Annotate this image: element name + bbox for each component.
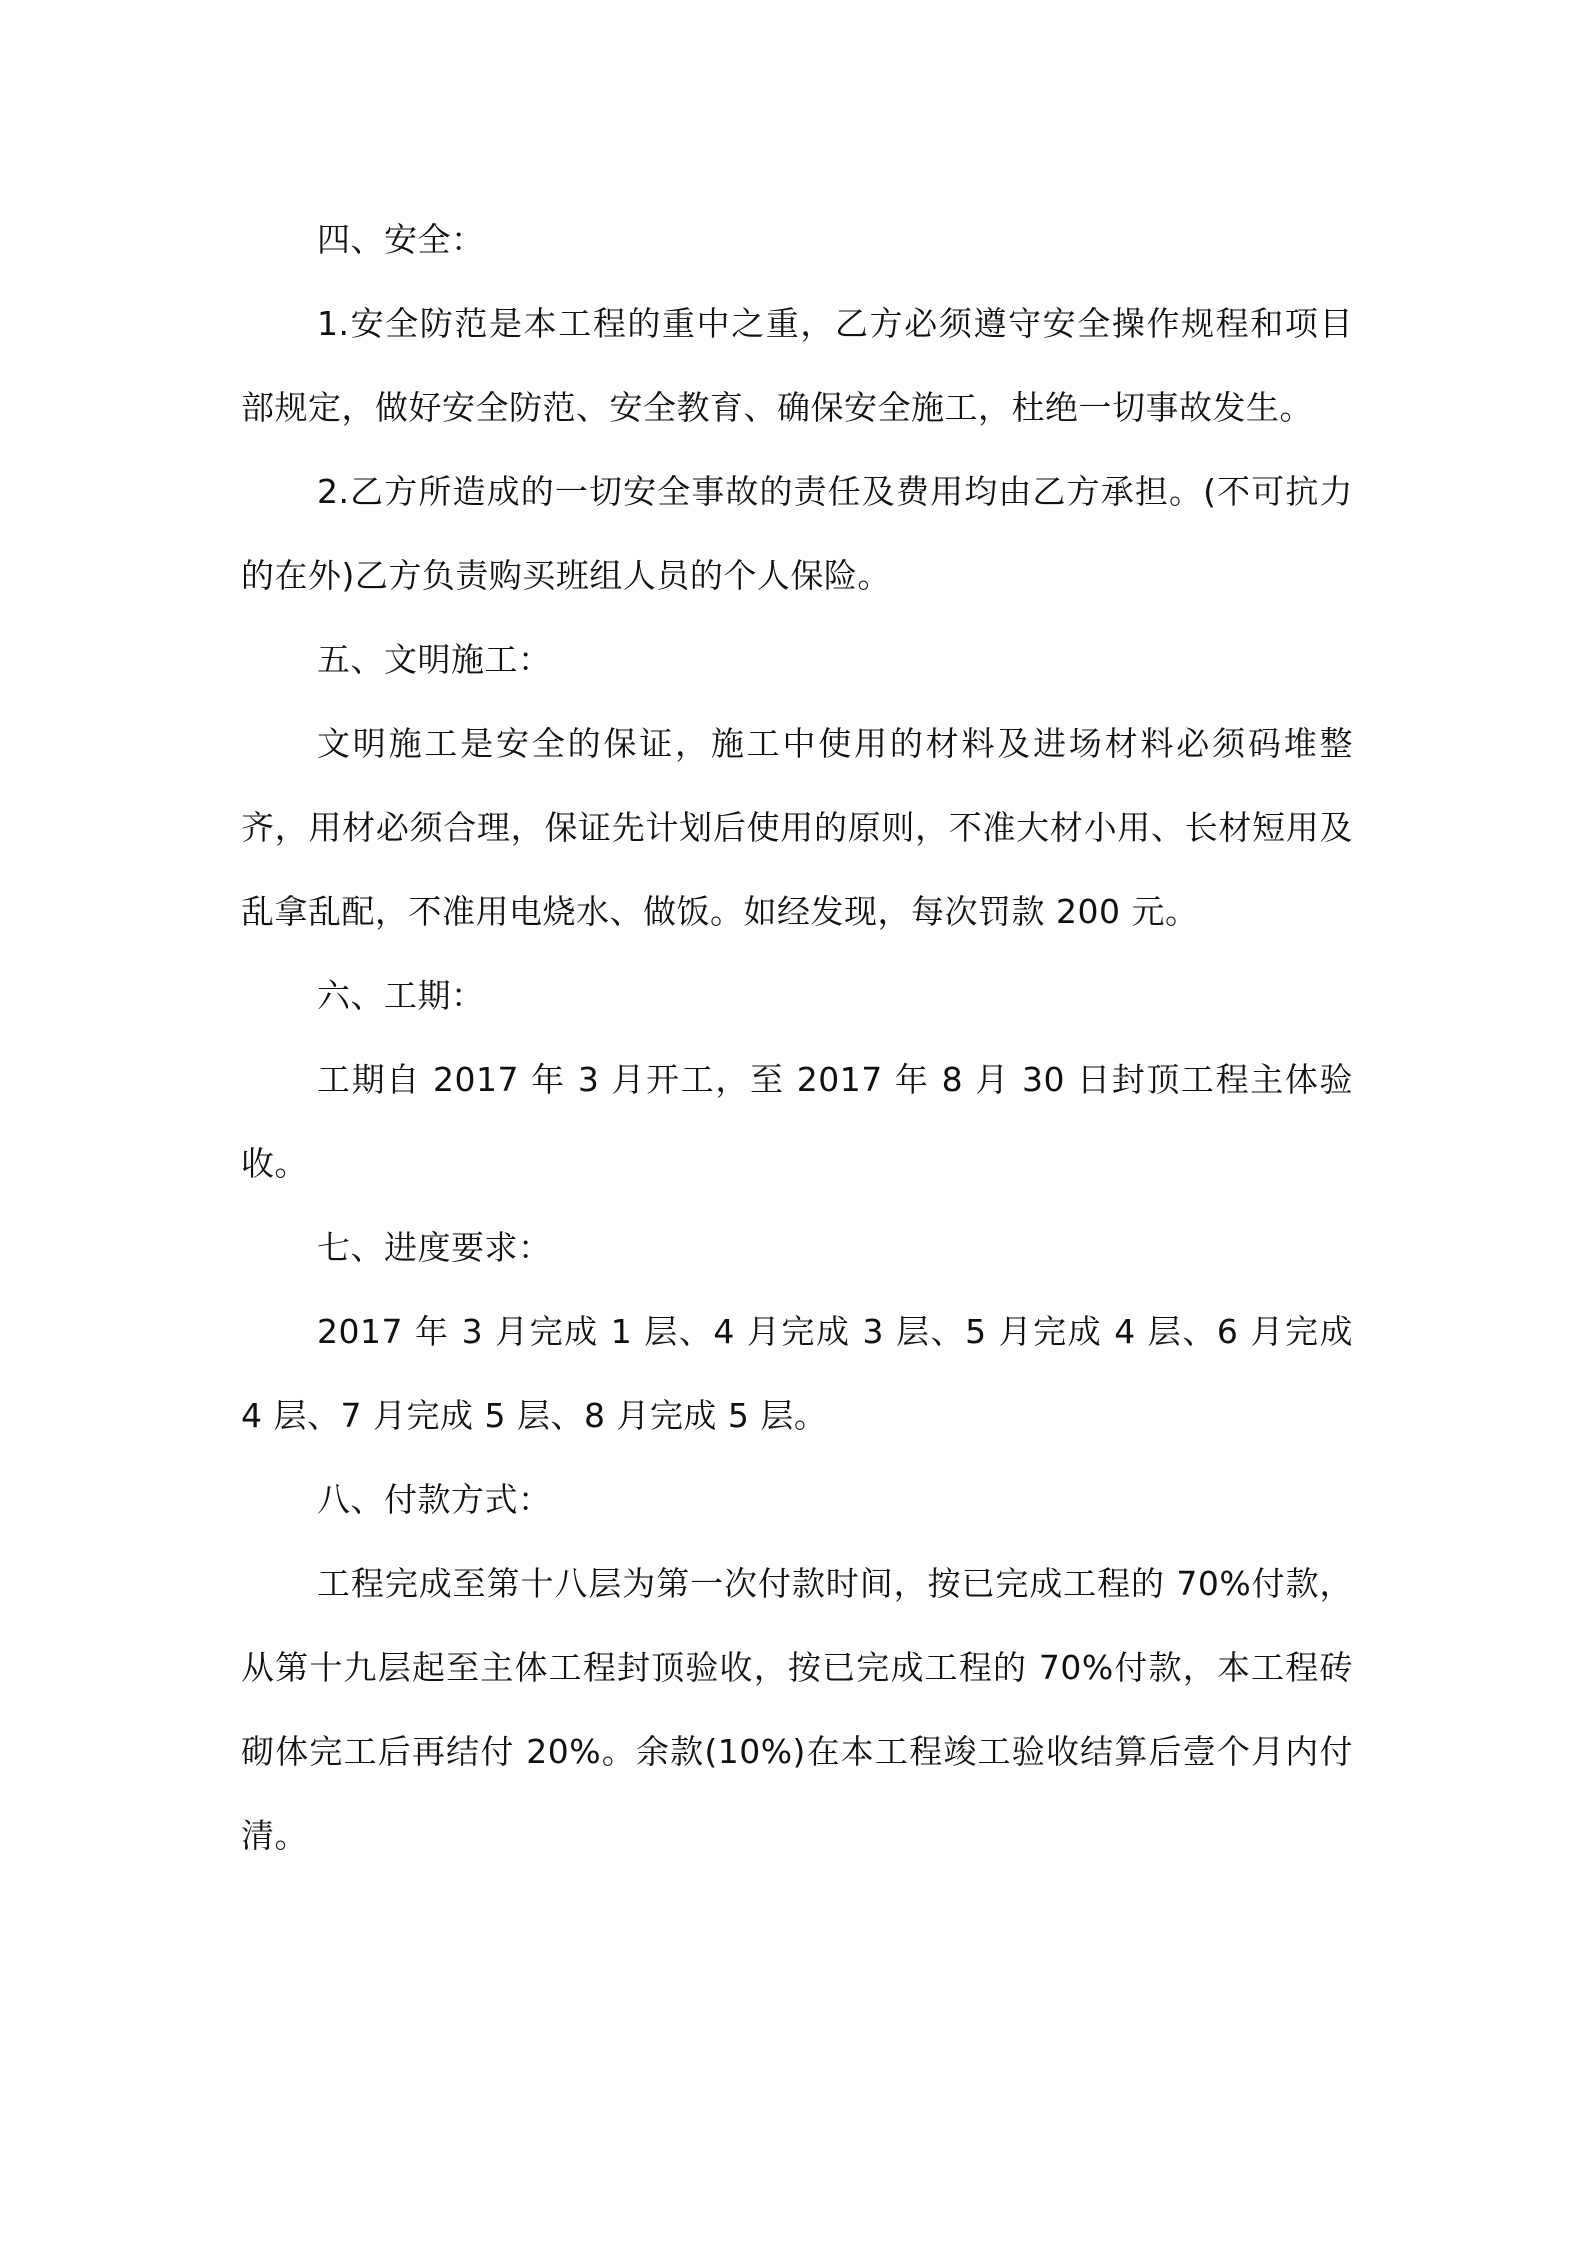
paragraph-schedule: 工期自 2017 年 3 月开工，至 2017 年 8 月 30 日封顶工程主体验收。	[241, 1060, 1353, 1183]
section-heading-safety: 四、安全：	[317, 220, 485, 259]
paragraph-civilized-construction: 文明施工是安全的保证，施工中使用的材料及进场材料必须码堆整齐，用材必须合理，保证先计划后使用的原则，不准大材小用、长材短用及乱拿乱配，不准用电烧水、做饭。如经发现，每次罚款 200 元。	[241, 724, 1353, 931]
section-heading-payment: 八、付款方式：	[317, 1480, 552, 1519]
section-heading-progress: 七、进度要求：	[317, 1228, 552, 1267]
document-body	[241, 198, 1353, 1878]
section-heading-civilized-construction: 五、文明施工：	[317, 640, 552, 679]
paragraph-payment: 工程完成至第十八层为第一次付款时间，按已完成工程的 70%付款，从第十九层起至主体工程封顶验收，按已完成工程的 70%付款，本工程砖砌体完工后再结付 20%。余款(10%)在本工程竣工验收结算后壹个月内付清。	[241, 1564, 1353, 1855]
paragraph-safety-2: 2.乙方所造成的一切安全事故的责任及费用均由乙方承担。(不可抗力的在外)乙方负责购买班组人员的个人保险。	[241, 472, 1353, 595]
paragraph-safety-1: 1.安全防范是本工程的重中之重，乙方必须遵守安全操作规程和项目部规定，做好安全防范、安全教育、确保安全施工，杜绝一切事故发生。	[241, 304, 1353, 427]
section-heading-schedule: 六、工期：	[317, 976, 485, 1015]
paragraph-progress: 2017 年 3 月完成 1 层、4 月完成 3 层、5 月完成 4 层、6 月完成 4 层、7 月完成 5 层、8 月完成 5 层。	[241, 1312, 1353, 1435]
